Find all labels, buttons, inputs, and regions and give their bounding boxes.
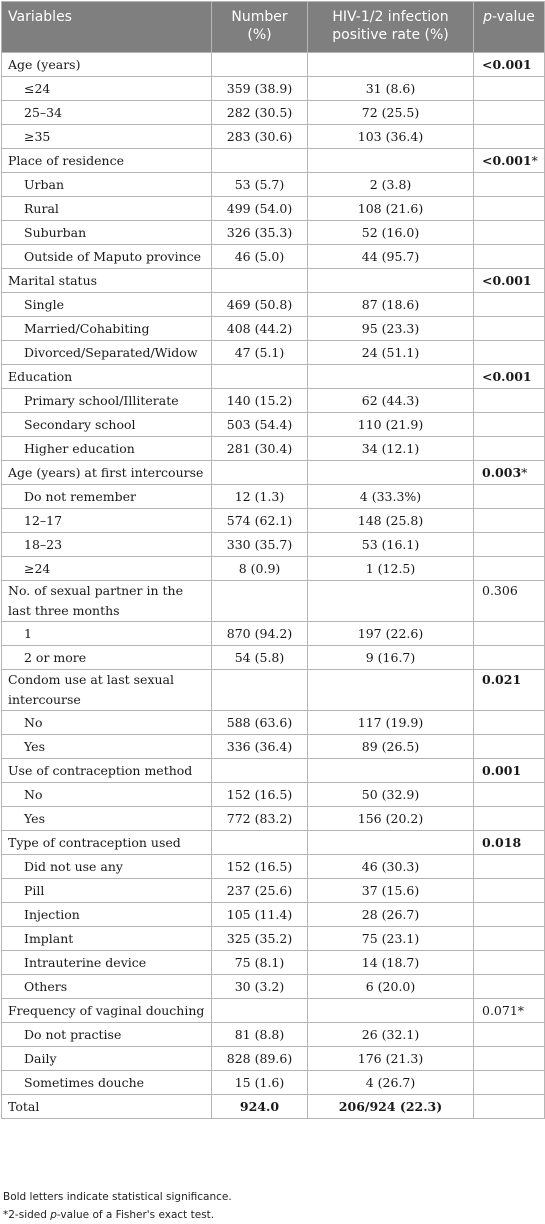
cell-positive-rate: 75 (23.1) <box>308 927 474 951</box>
cell-variable: Rural <box>2 197 212 221</box>
cell-variable: Marital status <box>2 269 212 293</box>
cell-number: 283 (30.6) <box>212 125 308 149</box>
cell-variable: No <box>2 711 212 735</box>
cell-number: 588 (63.6) <box>212 711 308 735</box>
cell-positive-rate: 37 (15.6) <box>308 879 474 903</box>
cell-number <box>212 759 308 783</box>
cell-number <box>212 149 308 173</box>
table-row <box>2 437 545 461</box>
cell-number <box>212 581 308 622</box>
header-number-line2: (%) <box>247 27 272 43</box>
cell-variable: Yes <box>2 735 212 759</box>
cell-number: 12 (1.3) <box>212 485 308 509</box>
cell-number: 499 (54.0) <box>212 197 308 221</box>
cell-number <box>212 831 308 855</box>
cell-positive-rate: 176 (21.3) <box>308 1047 474 1071</box>
cell-number: 105 (11.4) <box>212 903 308 927</box>
cell-number: 282 (30.5) <box>212 101 308 125</box>
table-row <box>2 903 545 927</box>
cell-number: 469 (50.8) <box>212 293 308 317</box>
cell-p-value <box>474 269 545 293</box>
table-row-group <box>2 53 545 77</box>
cell-p-value <box>474 341 545 365</box>
cell-p-value <box>474 485 545 509</box>
cell-positive-rate: 53 (16.1) <box>308 533 474 557</box>
cell-positive-rate <box>308 581 474 622</box>
cell-positive-rate: 9 (16.7) <box>308 646 474 670</box>
cell-variable: Use of contraception method <box>2 759 212 783</box>
cell-variable: 2 or more <box>2 646 212 670</box>
cell-variable: ≥35 <box>2 125 212 149</box>
cell-p-value <box>474 149 545 173</box>
cell-p-value <box>474 365 545 389</box>
cell-p-value <box>474 389 545 413</box>
cell-p-value <box>474 437 545 461</box>
cell-positive-rate: 206/924 (22.3) <box>308 1095 474 1119</box>
cell-positive-rate: 1 (12.5) <box>308 557 474 581</box>
p-value-text: <0.001 <box>482 369 532 384</box>
cell-number <box>212 53 308 77</box>
cell-variable: Did not use any <box>2 855 212 879</box>
cell-p-value <box>474 735 545 759</box>
cell-positive-rate: 44 (95.7) <box>308 245 474 269</box>
cell-variable: Do not practise <box>2 1023 212 1047</box>
cell-p-value <box>474 646 545 670</box>
cell-positive-rate: 28 (26.7) <box>308 903 474 927</box>
cell-positive-rate <box>308 461 474 485</box>
header-number <box>212 2 308 53</box>
cell-positive-rate: 117 (19.9) <box>308 711 474 735</box>
cell-variable: Others <box>2 975 212 999</box>
cell-p-value <box>474 855 545 879</box>
cell-positive-rate: 50 (32.9) <box>308 783 474 807</box>
cell-number: 81 (8.8) <box>212 1023 308 1047</box>
cell-variable: Type of contraception used <box>2 831 212 855</box>
cell-number: 53 (5.7) <box>212 173 308 197</box>
cell-p-value <box>474 831 545 855</box>
cell-p-value <box>474 975 545 999</box>
cell-number: 574 (62.1) <box>212 509 308 533</box>
table-row <box>2 197 545 221</box>
table-body <box>2 53 545 1119</box>
cell-positive-rate: 26 (32.1) <box>308 1023 474 1047</box>
table-row <box>2 951 545 975</box>
cell-p-value <box>474 951 545 975</box>
cell-p-value <box>474 413 545 437</box>
cell-p-value <box>474 509 545 533</box>
cell-variable: Primary school/Illiterate <box>2 389 212 413</box>
table-row <box>2 646 545 670</box>
table-row-total <box>2 1095 545 1119</box>
cell-positive-rate: 4 (26.7) <box>308 1071 474 1095</box>
cell-number: 30 (3.2) <box>212 975 308 999</box>
table-row <box>2 557 545 581</box>
cell-number <box>212 269 308 293</box>
cell-positive-rate <box>308 269 474 293</box>
cell-variable: Condom use at last sexual intercourse <box>2 670 212 711</box>
cell-positive-rate <box>308 149 474 173</box>
cell-positive-rate <box>308 999 474 1023</box>
cell-variable: Outside of Maputo province <box>2 245 212 269</box>
cell-p-value <box>474 1071 545 1095</box>
cell-variable: Total <box>2 1095 212 1119</box>
cell-p-value <box>474 783 545 807</box>
cell-p-value <box>474 581 545 622</box>
cell-variable: Do not remember <box>2 485 212 509</box>
cell-positive-rate: 34 (12.1) <box>308 437 474 461</box>
p-value-text: <0.001 <box>482 57 532 72</box>
cell-number: 924.0 <box>212 1095 308 1119</box>
p-value-text: 0.003 <box>482 465 522 480</box>
cell-variable: Intrauterine device <box>2 951 212 975</box>
cell-p-value <box>474 125 545 149</box>
table-row <box>2 711 545 735</box>
cell-positive-rate <box>308 365 474 389</box>
cell-variable: Age (years) <box>2 53 212 77</box>
cell-positive-rate: 103 (36.4) <box>308 125 474 149</box>
cell-p-value <box>474 557 545 581</box>
header-variables <box>2 2 212 53</box>
cell-p-value <box>474 317 545 341</box>
cell-positive-rate: 89 (26.5) <box>308 735 474 759</box>
p-value-text: <0.001 <box>482 273 532 288</box>
cell-number: 75 (8.1) <box>212 951 308 975</box>
cell-number: 140 (15.2) <box>212 389 308 413</box>
cell-variable: Injection <box>2 903 212 927</box>
cell-number: 870 (94.2) <box>212 622 308 646</box>
table-row-group <box>2 759 545 783</box>
footnote-fisher-suffix: -value of a Fisher's exact test. <box>56 1209 215 1221</box>
cell-p-value <box>474 807 545 831</box>
table-row <box>2 855 545 879</box>
table-row <box>2 1047 545 1071</box>
table-footnotes <box>3 1188 232 1224</box>
cell-variable: Urban <box>2 173 212 197</box>
cell-variable: Divorced/Separated/Widow <box>2 341 212 365</box>
cell-p-value <box>474 999 545 1023</box>
table-row <box>2 245 545 269</box>
cell-variable: Place of residence <box>2 149 212 173</box>
table-row <box>2 77 545 101</box>
fisher-test-mark: * <box>531 153 538 168</box>
cell-number: 15 (1.6) <box>212 1071 308 1095</box>
cell-p-value <box>474 221 545 245</box>
cell-p-value <box>474 1023 545 1047</box>
cell-positive-rate: 156 (20.2) <box>308 807 474 831</box>
cell-number: 408 (44.2) <box>212 317 308 341</box>
cell-positive-rate: 108 (21.6) <box>308 197 474 221</box>
header-variables-text: Variables <box>8 9 72 25</box>
cell-positive-rate: 148 (25.8) <box>308 509 474 533</box>
cell-number <box>212 670 308 711</box>
cell-number: 336 (36.4) <box>212 735 308 759</box>
p-value-text: 0.001 <box>482 763 522 778</box>
cell-p-value <box>474 711 545 735</box>
cell-p-value <box>474 77 545 101</box>
table-row <box>2 389 545 413</box>
table-row <box>2 533 545 557</box>
table-row <box>2 221 545 245</box>
cell-variable: Frequency of vaginal douching <box>2 999 212 1023</box>
header-rate-line2: positive rate (%) <box>332 27 449 43</box>
cell-variable: Implant <box>2 927 212 951</box>
cell-positive-rate: 24 (51.1) <box>308 341 474 365</box>
cell-positive-rate: 46 (30.3) <box>308 855 474 879</box>
table-row <box>2 783 545 807</box>
cell-positive-rate <box>308 670 474 711</box>
cell-number: 503 (54.4) <box>212 413 308 437</box>
table-row <box>2 927 545 951</box>
cell-number: 152 (16.5) <box>212 783 308 807</box>
cell-p-value <box>474 879 545 903</box>
table-row <box>2 735 545 759</box>
table-row <box>2 807 545 831</box>
cell-positive-rate: 6 (20.0) <box>308 975 474 999</box>
table-row <box>2 975 545 999</box>
table-row <box>2 293 545 317</box>
cell-positive-rate: 197 (22.6) <box>308 622 474 646</box>
cell-p-value <box>474 461 545 485</box>
cell-number <box>212 461 308 485</box>
table-header <box>2 2 545 53</box>
table-row <box>2 413 545 437</box>
cell-number: 47 (5.1) <box>212 341 308 365</box>
table-row-group <box>2 581 545 622</box>
cell-positive-rate: 2 (3.8) <box>308 173 474 197</box>
cell-variable: Single <box>2 293 212 317</box>
header-rate-line1: HIV-1/2 infection <box>332 9 449 25</box>
cell-positive-rate: 14 (18.7) <box>308 951 474 975</box>
results-table <box>1 1 545 1119</box>
cell-variable: Daily <box>2 1047 212 1071</box>
cell-variable: Secondary school <box>2 413 212 437</box>
cell-p-value <box>474 1047 545 1071</box>
cell-p-value <box>474 293 545 317</box>
cell-variable: ≥24 <box>2 557 212 581</box>
table-row-group <box>2 670 545 711</box>
cell-variable: Sometimes douche <box>2 1071 212 1095</box>
p-value-text: 0.306 <box>482 583 518 598</box>
cell-number: 772 (83.2) <box>212 807 308 831</box>
table-row-group <box>2 149 545 173</box>
table-row <box>2 485 545 509</box>
cell-variable: 12–17 <box>2 509 212 533</box>
p-value-text: 0.071 <box>482 1003 518 1018</box>
header-p-italic: p <box>483 9 492 25</box>
table-row <box>2 509 545 533</box>
cell-number <box>212 999 308 1023</box>
cell-number: 152 (16.5) <box>212 855 308 879</box>
cell-positive-rate <box>308 831 474 855</box>
p-value-text: <0.001 <box>482 153 532 168</box>
cell-positive-rate: 4 (33.3%) <box>308 485 474 509</box>
cell-positive-rate: 62 (44.3) <box>308 389 474 413</box>
cell-variable: Pill <box>2 879 212 903</box>
table-row <box>2 879 545 903</box>
footnote-significance: Bold letters indicate statistical significance. <box>3 1191 232 1203</box>
cell-number: 326 (35.3) <box>212 221 308 245</box>
table-row <box>2 125 545 149</box>
fisher-test-mark: * <box>517 1003 525 1018</box>
cell-number: 54 (5.8) <box>212 646 308 670</box>
cell-variable: Married/Cohabiting <box>2 317 212 341</box>
cell-variable: Yes <box>2 807 212 831</box>
table-row-group <box>2 269 545 293</box>
table-row <box>2 1071 545 1095</box>
cell-number: 8 (0.9) <box>212 557 308 581</box>
cell-number: 330 (35.7) <box>212 533 308 557</box>
footnote-fisher-prefix: *2-sided <box>3 1209 51 1221</box>
cell-variable: Education <box>2 365 212 389</box>
cell-variable: 1 <box>2 622 212 646</box>
header-positive-rate <box>308 2 474 53</box>
table-row-group <box>2 999 545 1023</box>
cell-p-value <box>474 622 545 646</box>
cell-p-value <box>474 1095 545 1119</box>
header-p-value <box>474 2 545 53</box>
cell-positive-rate <box>308 53 474 77</box>
footnote-fisher-p: p <box>50 1209 57 1221</box>
footnote-fisher <box>3 1206 232 1224</box>
table-row <box>2 101 545 125</box>
cell-p-value <box>474 670 545 711</box>
table-row-group <box>2 365 545 389</box>
cell-p-value <box>474 759 545 783</box>
table-row-group <box>2 831 545 855</box>
cell-positive-rate: 110 (21.9) <box>308 413 474 437</box>
cell-positive-rate: 87 (18.6) <box>308 293 474 317</box>
cell-number: 828 (89.6) <box>212 1047 308 1071</box>
cell-variable: 25–34 <box>2 101 212 125</box>
table-row <box>2 341 545 365</box>
cell-number <box>212 365 308 389</box>
cell-positive-rate: 95 (23.3) <box>308 317 474 341</box>
cell-number: 281 (30.4) <box>212 437 308 461</box>
header-p-suffix: -value <box>491 9 535 25</box>
cell-p-value <box>474 903 545 927</box>
cell-p-value <box>474 101 545 125</box>
p-value-text: 0.021 <box>482 672 522 687</box>
cell-p-value <box>474 927 545 951</box>
cell-number: 237 (25.6) <box>212 879 308 903</box>
cell-p-value <box>474 245 545 269</box>
table-row <box>2 622 545 646</box>
cell-positive-rate: 72 (25.5) <box>308 101 474 125</box>
cell-variable: 18–23 <box>2 533 212 557</box>
table-row <box>2 317 545 341</box>
cell-variable: Age (years) at first intercourse <box>2 461 212 485</box>
header-row <box>2 2 545 53</box>
cell-p-value <box>474 53 545 77</box>
cell-positive-rate: 52 (16.0) <box>308 221 474 245</box>
cell-variable: No <box>2 783 212 807</box>
table-row-group <box>2 461 545 485</box>
cell-p-value <box>474 533 545 557</box>
cell-number: 46 (5.0) <box>212 245 308 269</box>
cell-positive-rate: 31 (8.6) <box>308 77 474 101</box>
cell-variable: ≤24 <box>2 77 212 101</box>
cell-number: 325 (35.2) <box>212 927 308 951</box>
fisher-test-mark: * <box>521 465 528 480</box>
table-row <box>2 1023 545 1047</box>
cell-p-value <box>474 173 545 197</box>
cell-positive-rate <box>308 759 474 783</box>
header-number-line1: Number <box>231 9 288 25</box>
p-value-text: 0.018 <box>482 835 522 850</box>
cell-variable: Higher education <box>2 437 212 461</box>
cell-number: 359 (38.9) <box>212 77 308 101</box>
cell-p-value <box>474 197 545 221</box>
cell-variable: No. of sexual partner in the last three months <box>2 581 212 622</box>
table-row <box>2 173 545 197</box>
cell-variable: Suburban <box>2 221 212 245</box>
